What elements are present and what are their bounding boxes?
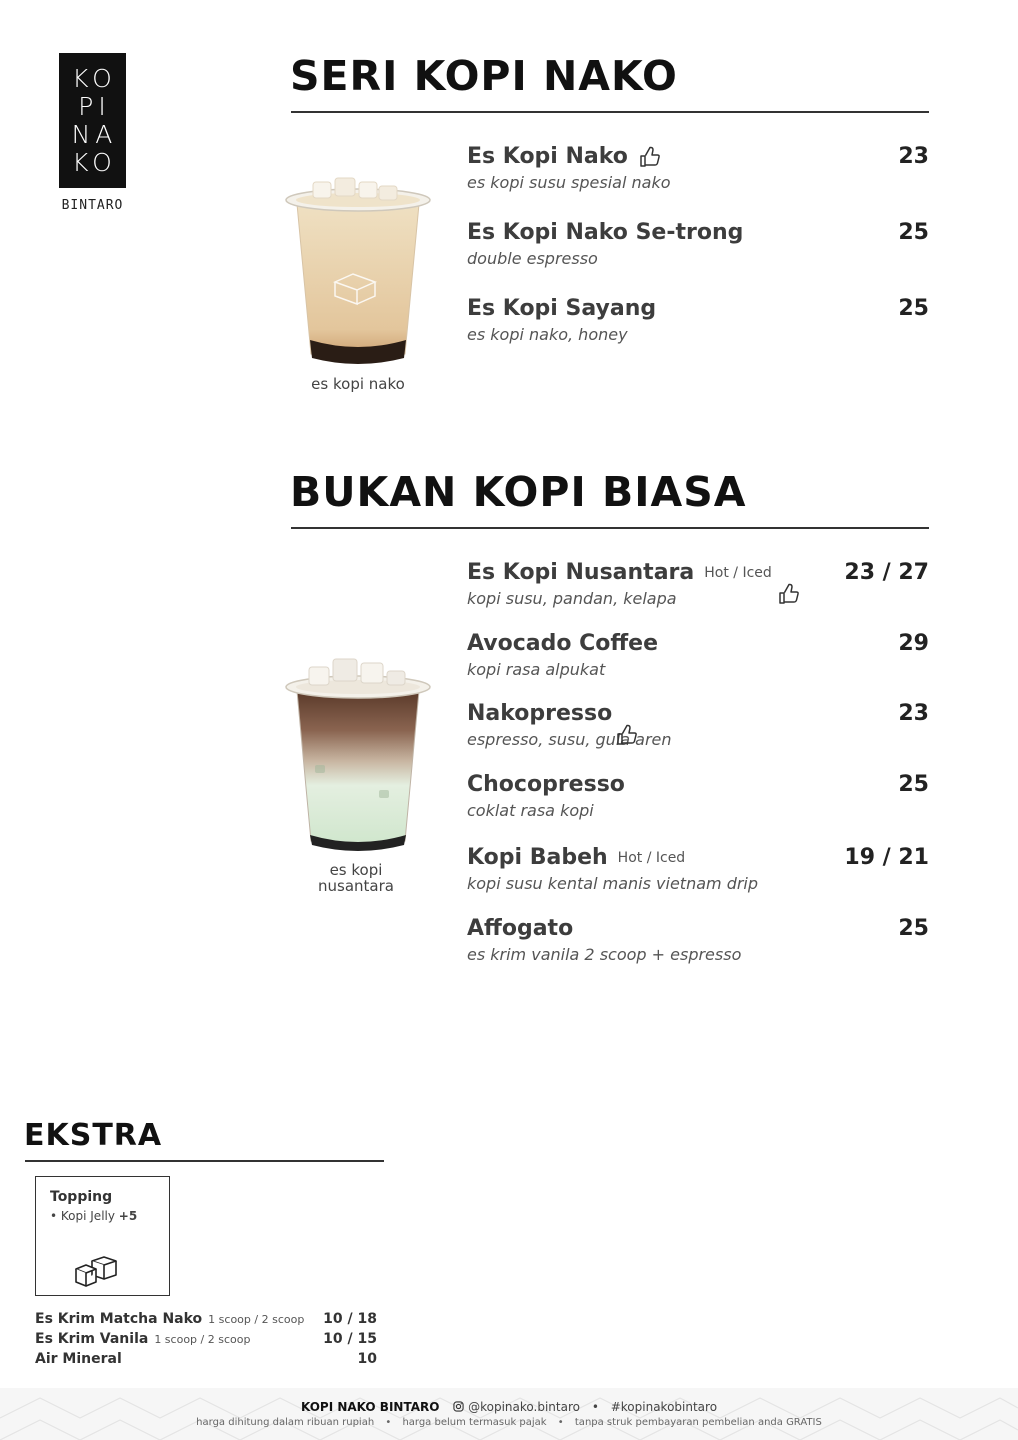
item-description: es kopi susu spesial nako [467, 173, 671, 192]
topping-title: Topping [50, 1189, 113, 1205]
section-title-bukan-kopi-biasa: BUKAN KOPI BIASA [290, 468, 747, 516]
topping-item [50, 1209, 155, 1223]
footer-note: harga dihitung dalam ribuan rupiah [196, 1417, 375, 1428]
footer-note: tanpa struk pembayaran pembelian anda GRATIS [574, 1417, 822, 1428]
item-price: 25 [898, 220, 929, 245]
menu-item [467, 772, 929, 820]
section-title-seri-kopi-nako: SERI KOPI NAKO [290, 52, 678, 100]
section-title-ekstra: EKSTRA [24, 1118, 163, 1153]
footer-instagram[interactable]: @kopinako.bintaro [468, 1400, 580, 1414]
logo-line: NA [71, 119, 118, 149]
jelly-cubes-icon [74, 1255, 118, 1289]
menu-item [467, 296, 929, 344]
cup-caption-line: nusantara [318, 877, 394, 895]
item-price: 23 [898, 701, 929, 726]
item-option: Hot / Iced [617, 849, 686, 866]
extra-item-sub: 1 scoop / 2 scoop [208, 1313, 305, 1326]
separator-dot: • [385, 1417, 392, 1428]
menu-item [467, 845, 929, 893]
section-divider [291, 111, 929, 113]
item-name: Es Kopi Nako Se-trong [467, 220, 744, 245]
section-divider [291, 527, 929, 529]
cup-caption [281, 862, 431, 894]
item-name: Kopi Babeh [467, 845, 608, 870]
separator-dot: • [557, 1417, 564, 1428]
extra-item-row [35, 1331, 377, 1347]
footer-background-pattern [0, 1388, 1018, 1440]
separator-dot: • [591, 1400, 599, 1414]
item-price: 25 [898, 296, 929, 321]
menu-item [467, 631, 929, 679]
extra-item-price: 10 / 18 [323, 1311, 377, 1327]
thumbs-up-icon [615, 723, 639, 747]
item-price: 25 [898, 772, 929, 797]
cup-caption-line: es kopi [329, 861, 383, 879]
item-description: es kopi nako, honey [467, 325, 628, 344]
menu-item [467, 560, 929, 608]
extra-item-name: Es Krim Matcha Nako [35, 1311, 203, 1327]
instagram-icon [453, 1401, 464, 1412]
topping-box [35, 1176, 170, 1296]
item-price: 25 [898, 916, 929, 941]
cup-caption: es kopi nako [311, 375, 405, 393]
item-name: Es Kopi Sayang [467, 296, 657, 321]
logo-line: KO [72, 147, 117, 177]
extra-item-row [35, 1351, 377, 1367]
menu-item [467, 144, 929, 192]
brand-logo [59, 53, 126, 188]
thumbs-up-icon [777, 582, 801, 606]
item-price: 23 / 27 [844, 560, 929, 585]
item-option: Hot / Iced [704, 564, 772, 581]
item-name: Avocado Coffee [467, 631, 659, 656]
item-description: kopi rasa alpukat [467, 660, 606, 679]
footer-contact [0, 1400, 1018, 1414]
extra-item-sub: 1 scoop / 2 scoop [154, 1333, 251, 1346]
extra-item-price: 10 [357, 1351, 377, 1367]
extra-item-row [35, 1311, 377, 1327]
item-name: Chocopresso [467, 772, 625, 797]
item-description: kopi susu, pandan, kelapa [467, 589, 677, 608]
footer-brand: KOPI NAKO BINTARO [300, 1400, 440, 1414]
item-description: espresso, susu, gula aren [467, 730, 672, 749]
item-name: Es Kopi Nako [467, 144, 628, 169]
extra-item-price: 10 / 15 [323, 1331, 377, 1347]
thumbs-up-icon [638, 145, 662, 169]
topping-item-name: • Kopi Jelly [50, 1209, 115, 1223]
logo-line: PI [78, 91, 111, 121]
item-name: Affogato [467, 916, 574, 941]
footer-notes [0, 1417, 1018, 1428]
item-description: kopi susu kental manis vietnam drip [467, 874, 759, 893]
item-description: coklat rasa kopi [467, 801, 594, 820]
item-name: Nakopresso [467, 701, 613, 726]
item-description: es krim vanila 2 scoop + espresso [467, 945, 742, 964]
menu-item [467, 916, 929, 964]
footer-hashtag[interactable]: #kopinakobintaro [610, 1400, 718, 1414]
brand-location: BINTARO [61, 198, 124, 213]
logo-line: KO [72, 63, 117, 93]
topping-item-price: +5 [118, 1209, 138, 1223]
extra-item-name: Air Mineral [35, 1351, 122, 1367]
item-name: Es Kopi Nusantara [467, 560, 695, 585]
menu-item [467, 220, 929, 268]
footer-note: harga belum termasuk pajak [402, 1417, 547, 1428]
item-price: 23 [898, 144, 929, 169]
menu-item [467, 701, 929, 749]
item-price: 19 / 21 [844, 845, 929, 870]
es-kopi-nako-cup-image [283, 172, 433, 372]
item-price: 29 [898, 631, 929, 656]
es-kopi-nusantara-cup-image [283, 655, 433, 860]
item-description: double espresso [467, 249, 598, 268]
section-divider [25, 1160, 384, 1162]
extra-item-name: Es Krim Vanila [35, 1331, 149, 1347]
